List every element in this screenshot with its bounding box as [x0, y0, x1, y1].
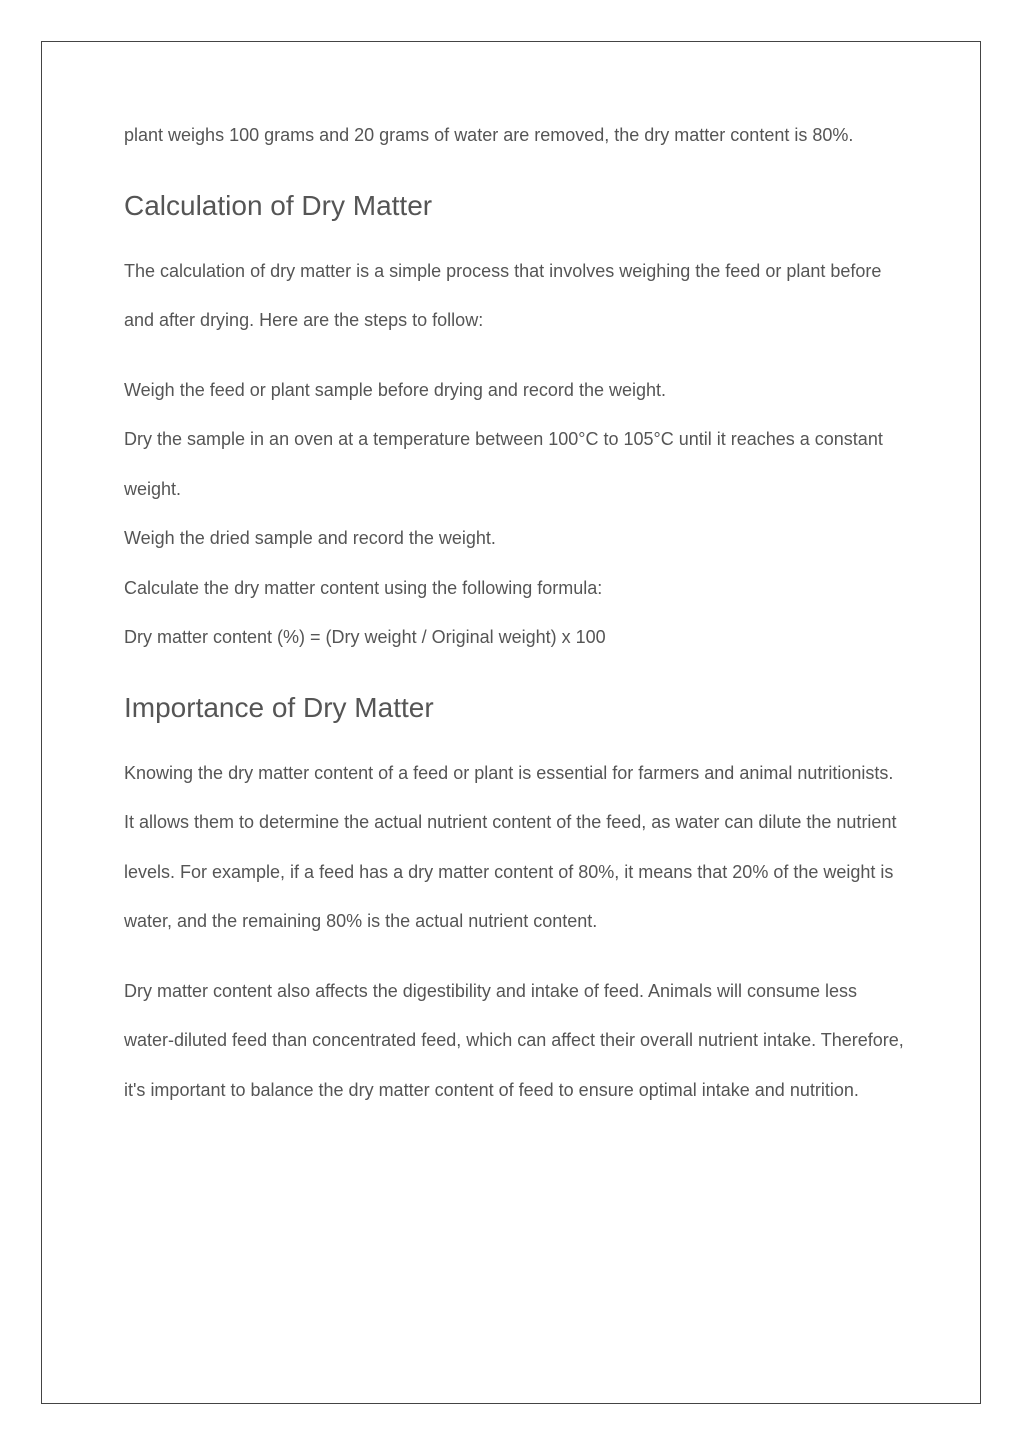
- step-item: Weigh the dried sample and record the weight.: [124, 528, 496, 548]
- calculation-paragraph: The calculation of dry matter is a simple process that involves weighing the feed or plant before and after drying. Here are the steps to follow:: [124, 260, 882, 330]
- document-body: [124, 111, 904, 1135]
- intro-paragraph: plant weighs 100 grams and 20 grams of water are removed, the dry matter content is 80%.: [124, 125, 854, 145]
- calculation-heading: Calculation of Dry Matter: [124, 189, 433, 221]
- calculation-steps: [124, 366, 904, 663]
- formula-line: Dry matter content (%) = (Dry weight / Original weight) x 100: [124, 627, 606, 647]
- step-item: Weigh the feed or plant sample before drying and record the weight.: [124, 379, 666, 400]
- importance-paragraph-2: Dry matter content also affects the digestibility and intake of feed. Animals will consume less water-diluted feed than concentrated feed, which can affect their overall nutrient intake. Therefore, it's important to balance the dry matter content of feed to ensure optimal intake and nutrition.: [124, 980, 904, 1100]
- importance-paragraph-1: Knowing the dry matter content of a feed or plant is essential for farmers and animal nutritionists. It allows them to determine the actual nutrient content of the feed, as water can dilute the nutrient levels. For example, if a feed has a dry matter content of 80%, it means that 20% of the weight is water, and the remaining 80% is the actual nutrient content.: [124, 762, 897, 931]
- step-item: Calculate the dry matter content using the following formula:: [124, 577, 603, 598]
- importance-heading: Importance of Dry Matter: [124, 691, 434, 723]
- step-item: Dry the sample in an oven at a temperature between 100°C to 105°C until it reaches a constant weight.: [124, 429, 883, 499]
